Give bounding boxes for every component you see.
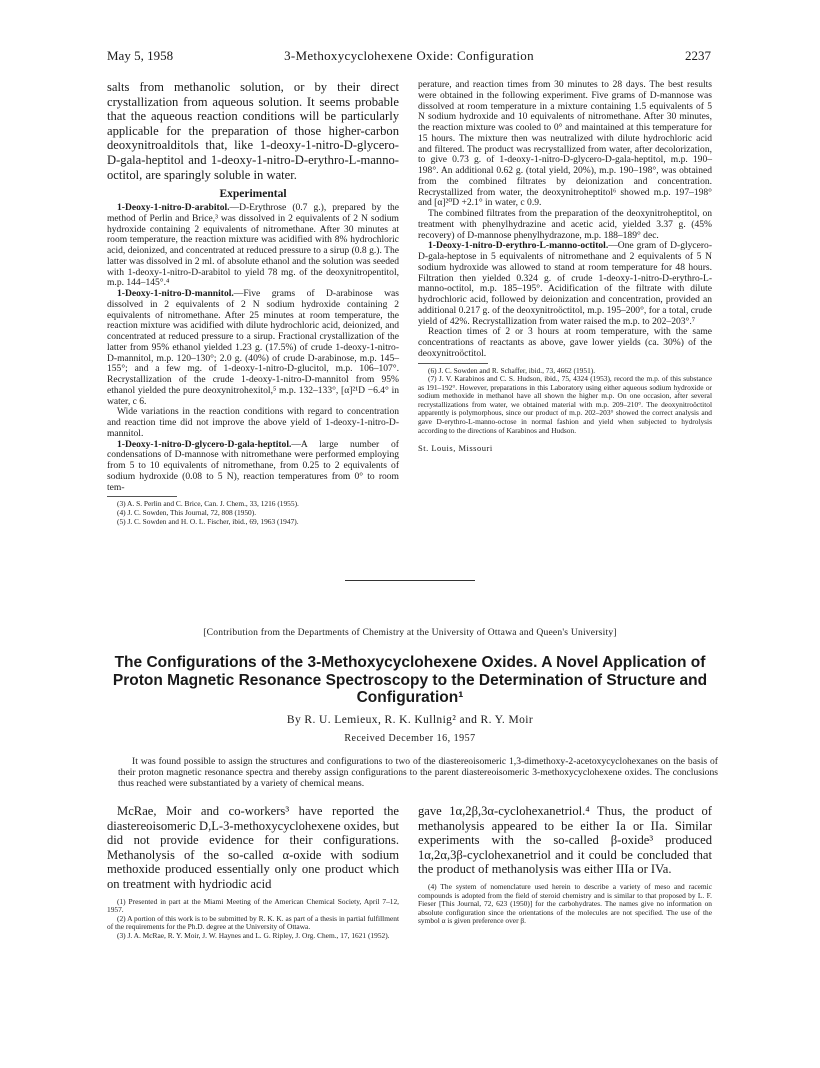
header-page-number: 2237 xyxy=(685,48,711,63)
experiment-octitol xyxy=(418,241,712,327)
running-header xyxy=(107,48,711,64)
footnote: (4) J. C. Sowden, This Journal, 72, 808 (1950). xyxy=(117,508,257,517)
footnote-rule xyxy=(107,496,177,497)
header-date: May 5, 1958 xyxy=(107,48,174,63)
header-running-title: 3-Methoxycyclohexene Oxide: Configuration xyxy=(284,48,534,63)
footnote: (3) A. S. Perlin and C. Brice, Can. J. Chem., 33, 1216 (1955). xyxy=(117,499,299,509)
experiment-paragraph: The combined filtrates from the preparation of the deoxynitroheptitol, on treatment with phenylhydrazine and acetic acid, yielded 3.37 g. (45% recovery) of D-mannose phenylhydrazone, m.p. 188–189° dec. xyxy=(418,208,712,241)
experiment-continued: perature, and reaction times from 30 minutes to 28 days. The best results were obtained in the following experiment. Five grams of D-mannose was dissolved at room temperature in a mixture containing 1.5 equivalents of 5 N sodium hydroxide and 10 equivalents of nitromethane. After 30 minutes, the reaction mixture was cooled to 0° and maintained at this temperature for 15 hours. The mixture then was neutralized with dilute hydrochloric acid and filtered. The product was recrystallized from water, after decolorization, to give 0.73 g. of 1-deoxy-1-nitro-D-glycero-D-gala-heptitol, m.p. 190–198°. An additional 0.62 g. (total yield, 20%), m.p. 190–198°, was obtained from the combined filtrates by deionization and concentration. Recrystallized from water, the deoxynitroheptitol⁶ showed m.p. 197–198° and [α]²⁰D +2.1° in water, c 0.9. xyxy=(418,79,712,209)
abstract: It was found possible to assign the structures and configurations to two of the diastereoisomeric 1,3-dimethoxy-2-acetoxycyclohexanes on the basis of their proton magnetic resonance spectra and thereby assign configurations to the parent diastereoisomeric 3-methoxycyclohexene oxides. The conclusions thus reached were substantiated by a variety of chemical means. xyxy=(118,756,718,789)
footnote: (6) J. C. Sowden and R. Schaffer, ibid., 73, 4662 (1951). xyxy=(428,365,596,375)
lower-left-column xyxy=(107,804,399,941)
experiment-text: —A large number of condensations of D-mannose with nitromethane were performed employing from 5 to 10 equivalents of nitromethane, from 0.25 to 2 equivalents of sodium hydroxide (0.08 to 5 N), reaction temperatures from 0° to room tem- xyxy=(107,438,399,493)
experiment-text: —One gram of D-glycero-D-gala-heptose in 5 equivalents of nitromethane and 2 equivalents of 5 N sodium hydroxide was allowed to stand at room temperature for 48 hours. Filtration then yielded 0.324 g. of crude 1-deoxy-1-nitro-D-erythro-L-manno-octitol, m.p. 185–195°. Acidification of the filtrate with dilute hydrochloric acid, followed by deionization and concentration, provided an additional 0.217 g. of the deoxynitroöctitol, m.p. 195–200°, for a total, crude yield of 42%. Recrystallization from water raised the m.p. to 202–203°.⁷ xyxy=(418,240,712,327)
footnote: (4) The system of nomenclature used herein to describe a variety of meso and racemic compounds is adopted from the field of steroid chemistry and is similar to that proposed by L. F. Fieser [This Journal, 72, 623 (1950)] for the carbohydrates. The names give no information on absolute configuration since the orientations of the molecules are not specified. The use of the symbol α is given preference over β. xyxy=(418,881,712,926)
experiment-heptitol xyxy=(107,440,399,494)
experiment-title: 1-Deoxy-1-nitro-D-mannitol. xyxy=(117,288,234,300)
city-signoff: St. Louis, Missouri xyxy=(418,443,493,454)
article-title: The Configurations of the 3-Methoxycyclohexene Oxides. A Novel Application of Proton Magnetic Resonance Spectroscopy to the Determination of Structure and Configuration¹ xyxy=(112,654,708,706)
experiment-note: Wide variations in the reaction conditions with regard to concentration and reaction time did not improve the above yield of 1-deoxy-1-nitro-D-mannitol. xyxy=(107,406,399,439)
intro-paragraph: salts from methanolic solution, or by their direct crystallization from aqueous solution. It seems probable that the aqueous reaction conditions will be particularly applicable for the preparation of those higher-carbon deoxynitroalditols that, like 1-deoxy-1-nitro-D-glycero-D-gala-heptitol and 1-deoxy-1-nitro-D-erythro-L-manno-octitol, are sparingly soluble in water. xyxy=(107,80,399,182)
experiment-title: 1-Deoxy-1-nitro-D-erythro-L-manno-octitol. xyxy=(428,240,609,252)
body-paragraph: gave 1α,2β,3α-cyclohexanetriol.⁴ Thus, the product of methanolysis appeared to be either Ia or IIa. Similar experiments with the so-called β-oxide³ produced 1α,2α,3β-cyclohexanetriol and it could be concluded that the product of methanolysis was either IIIa or IVa. xyxy=(418,804,712,877)
footnote: (5) J. C. Sowden and H. O. L. Fischer, ibid., 69, 1963 (1947). xyxy=(117,516,299,526)
experiment-text: —D-Erythrose (0.7 g.), prepared by the method of Perlin and Brice,³ was dissolved in 2 equivalents of 2 N sodium hydroxide containing 2 equivalents of nitromethane. After 30 minutes at room temperature, the reaction mixture was acidified with 8% hydrochloric acid, deionized, and concentrated at reduced pressure to a sirup (0.8 g.). The latter was dissolved in 2 ml. of absolute ethanol and the solution was seeded with 1-deoxy-1-nitro-D-arabitol to yield 78 mg. of the deoxynitropentitol, m.p. 144–145°.⁴ xyxy=(107,202,399,289)
article-authors: By R. U. Lemieux, R. K. Kullnig² and R. Y. Moir xyxy=(286,714,534,726)
received-date: Received December 16, 1957 xyxy=(344,733,476,744)
experiment-arabitol xyxy=(107,203,399,289)
body-paragraph: McRae, Moir and co-workers³ have reported the diastereoisomeric D,L-3-methoxycyclohexene oxides, but did not provide evidence for their configurations. Methanolysis of the so-called α-oxide with sodium methoxide produced essentially only one product which on treatment with hydriodic acid xyxy=(107,804,400,891)
article-divider xyxy=(345,580,475,581)
experiment-mannitol xyxy=(107,289,399,407)
footnote: (7) J. V. Karabinos and C. S. Hudson, ibid., 75, 4324 (1953), record the m.p. of this substance as 191–192°. However, preparations in this Laboratory using either aqueous sodium hydroxide or sodium methoxide in methanol have all shown the higher m.p. On one occasion, after several recrystallizations from water, we obtained material with m.p. 209–210°. The deoxynitroöctitol apparently is polymorphous, since our product of m.p. 202–203° showed the correct analysis and gave D-erythro-L-manno-octose in normal fashion and yield when subjected to hydrolysis according to the directions of Karabinos and Hudson. xyxy=(418,374,712,435)
upper-left-column xyxy=(107,80,399,526)
lower-right-column xyxy=(418,804,712,926)
footnote: (2) A portion of this work is to be submitted by R. K. K. as part of a thesis in partial fulfillment of the requirements for the Ph.D. degree at the University of Ottawa. xyxy=(107,913,399,932)
experiment-title: 1-Deoxy-1-nitro-D-glycero-D-gala-heptitol. xyxy=(117,438,292,450)
experiment-text: —Five grams of D-arabinose was dissolved in 2 equivalents of 2 N sodium hydroxide containing 2 equivalents of nitromethane. After 25 minutes at room temperature, the reaction mixture was acidified with dilute hydrochloric acid, deionized, and concentrated at reduced pressure to a sirup. Fractional crystallization of the latter from 95% ethanol yielded 1.23 g. (17.5%) of crude 1-deoxy-1-nitro-D-mannitol, m.p. 120–130°; 2.0 g. (40%) of crude D-arabinose, m.p. 145–155°; and a few mg. of 1-deoxy-1-nitro-D-glucitol, m.p. 106–107°. Recrystallization of the crude 1-deoxy-1-nitro-D-mannitol from 95% ethanol yielded the pure deoxynitrohexitol,⁵ m.p. 132–133°, [α]²¹D −6.4° in water, c 6. xyxy=(107,288,399,407)
footnote: (3) J. A. McRae, R. Y. Moir, J. W. Haynes and L. G. Ripley, J. Org. Chem., 17, 1621 (1952). xyxy=(117,930,390,940)
upper-right-column xyxy=(418,80,712,453)
experiment-paragraph: Reaction times of 2 or 3 hours at room temperature, with the same concentrations of reactants as above, gave lower yields (ca. 30%) of the deoxynitroöctitol. xyxy=(418,326,712,359)
footnote: (1) Presented in part at the Miami Meeting of the American Chemical Society, April 7–12, 1957. xyxy=(107,896,399,915)
contribution-line: [Contribution from the Departments of Chemistry at the University of Ottawa and Queen's University] xyxy=(203,627,617,638)
footnote-rule xyxy=(418,363,488,364)
experiment-title: 1-Deoxy-1-nitro-D-arabitol. xyxy=(117,202,230,214)
experimental-heading: Experimental xyxy=(219,188,287,201)
